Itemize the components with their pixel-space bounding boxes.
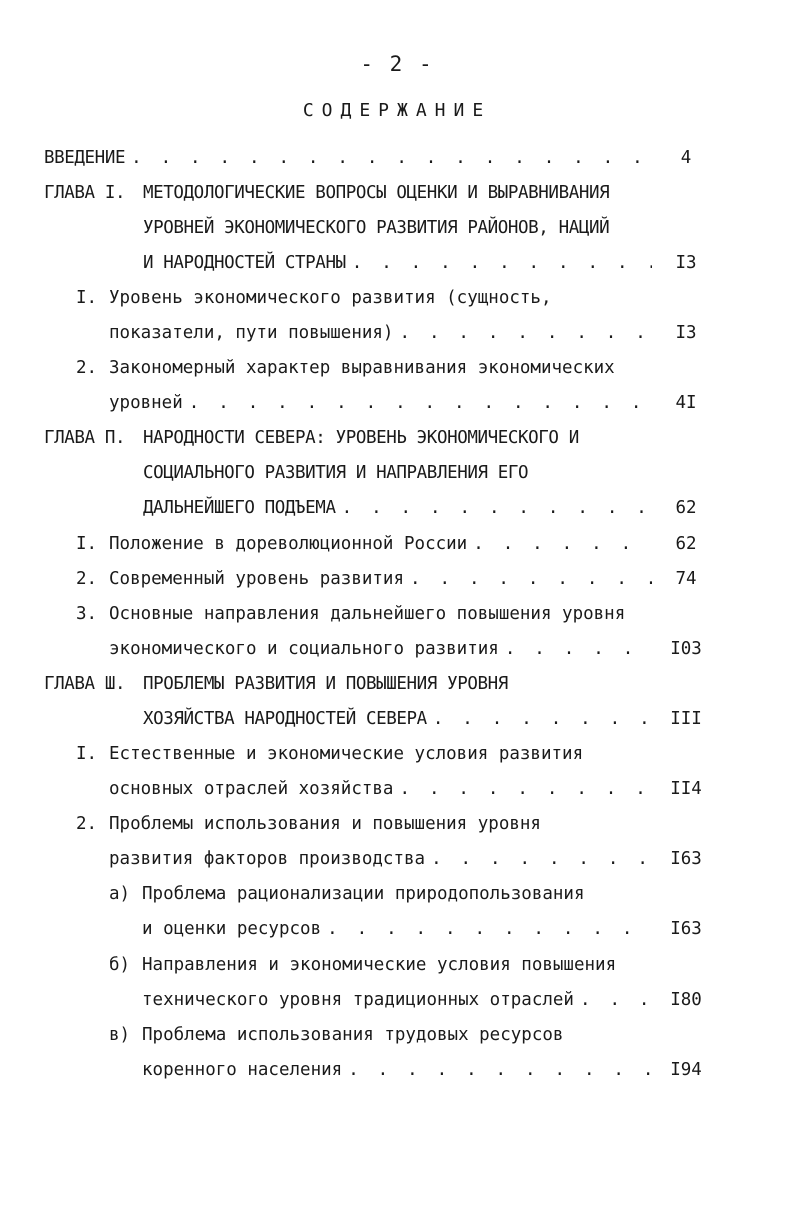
toc-chapter-1-line-3 — [143, 250, 654, 276]
page-number: - 2 - — [360, 52, 434, 76]
toc-section-1-2-line-2 — [109, 390, 654, 416]
toc-chapter-1-line-2 — [143, 215, 609, 241]
section-label: 2. — [76, 358, 98, 378]
entry-text: Основные направления дальнейшего повышения уровня — [109, 604, 626, 624]
toc-section-1-2 — [76, 355, 615, 381]
toc-section-1-1-line-2 — [109, 320, 654, 346]
toc-section-2-3-line-2 — [109, 636, 654, 662]
toc-subsection-a — [109, 881, 585, 907]
leader-dots — [131, 145, 652, 171]
chapter-label: ГЛАВА П. — [44, 428, 126, 448]
leader-dots — [505, 636, 652, 662]
entry-text: Проблемы использования и повышения уровня — [109, 814, 541, 834]
entry-page: 74 — [675, 569, 697, 589]
toc-entry-introduction — [44, 145, 654, 171]
entry-text: ВВЕДЕНИЕ — [44, 148, 126, 168]
section-label: I. — [76, 534, 98, 554]
page-title: СОДЕРЖАНИЕ — [302, 100, 492, 121]
entry-page: I94 — [670, 1060, 702, 1080]
leader-dots — [399, 320, 652, 346]
entry-text: НАРОДНОСТИ СЕВЕРА: УРОВЕНЬ ЭКОНОМИЧЕСКОГО И — [143, 428, 579, 448]
toc-chapter-3-line-2 — [143, 706, 654, 732]
entry-text: уровней — [109, 393, 183, 413]
entry-text: Естественные и экономические условия развития — [109, 744, 584, 764]
toc-chapter-2 — [44, 425, 579, 451]
leader-dots — [580, 987, 652, 1013]
toc-section-3-1-line-2 — [109, 776, 654, 802]
leader-dots — [348, 1057, 652, 1083]
toc-section-2-2 — [76, 566, 654, 592]
chapter-label: ГЛАВА I. — [44, 183, 126, 203]
subsection-label: в) — [109, 1025, 131, 1045]
entry-text: Закономерный характер выравнивания экономических — [109, 358, 615, 378]
toc-subsection-b — [109, 952, 616, 978]
toc-subsection-b-line-2 — [142, 987, 654, 1013]
leader-dots — [399, 776, 652, 802]
toc-subsection-c — [109, 1022, 563, 1048]
section-label: I. — [76, 744, 98, 764]
leader-dots — [410, 566, 652, 592]
subsection-label: б) — [109, 955, 131, 975]
entry-page: 4 — [680, 148, 692, 168]
entry-page: II4 — [670, 779, 702, 799]
entry-text: Положение в дореволюционной России — [109, 534, 468, 554]
toc-chapter-2-line-2 — [143, 460, 528, 486]
entry-text: ХОЗЯЙСТВА НАРОДНОСТЕЙ СЕВЕРА — [143, 709, 427, 729]
entry-text: Направления и экономические условия повышения — [142, 955, 617, 975]
entry-page: I3 — [675, 323, 697, 343]
section-label: 2. — [76, 569, 98, 589]
entry-text: технического уровня традиционных отраслей — [142, 990, 574, 1010]
entry-text: коренного населения — [142, 1060, 343, 1080]
toc-section-3-1 — [76, 741, 583, 767]
entry-text: показатели, пути повышения) — [109, 323, 394, 343]
subsection-label: а) — [109, 884, 131, 904]
toc-subsection-c-line-2 — [142, 1057, 654, 1083]
leader-dots — [342, 495, 652, 521]
entry-page: 62 — [675, 498, 697, 518]
entry-text: Уровень экономического развития (сущность, — [109, 288, 552, 308]
entry-text: Современный уровень развития — [109, 569, 405, 589]
entry-text: ПРОБЛЕМЫ РАЗВИТИЯ И ПОВЫШЕНИЯ УРОВНЯ — [143, 674, 508, 694]
leader-dots — [433, 706, 652, 732]
entry-text: И НАРОДНОСТЕЙ СТРАНЫ — [143, 253, 346, 273]
toc-section-1-1 — [76, 285, 552, 311]
leader-dots — [352, 250, 652, 276]
leader-dots — [431, 846, 652, 872]
entry-text: МЕТОДОЛОГИЧЕСКИЕ ВОПРОСЫ ОЦЕНКИ И ВЫРАВНИВАНИЯ — [143, 183, 610, 203]
toc-section-3-2-line-2 — [109, 846, 654, 872]
entry-text: основных отраслей хозяйства — [109, 779, 394, 799]
toc-chapter-2-line-3 — [143, 495, 654, 521]
toc-subsection-a-line-2 — [142, 916, 654, 942]
entry-page: I03 — [670, 639, 702, 659]
entry-page: I63 — [670, 849, 702, 869]
entry-text: Проблема использования трудовых ресурсов — [142, 1025, 564, 1045]
entry-page: I80 — [670, 990, 702, 1010]
chapter-label: ГЛАВА Ш. — [44, 674, 126, 694]
entry-page: I3 — [675, 253, 697, 273]
entry-text: развития факторов производства — [109, 849, 426, 869]
toc-chapter-1 — [44, 180, 609, 206]
section-label: I. — [76, 288, 98, 308]
toc-chapter-3 — [44, 671, 508, 697]
entry-page: III — [670, 709, 702, 729]
entry-text: УРОВНЕЙ ЭКОНОМИЧЕСКОГО РАЗВИТИЯ РАЙОНОВ, НАЦИЙ — [143, 218, 610, 238]
section-label: 2. — [76, 814, 98, 834]
leader-dots — [473, 531, 652, 557]
leader-dots — [189, 390, 652, 416]
entry-text: экономического и социального развития — [109, 639, 499, 659]
entry-text: и оценки ресурсов — [142, 919, 322, 939]
toc-section-3-2 — [76, 811, 541, 837]
entry-page: 4I — [675, 393, 697, 413]
entry-page: I63 — [670, 919, 702, 939]
entry-page: 62 — [675, 534, 697, 554]
section-label: 3. — [76, 604, 98, 624]
entry-text: СОЦИАЛЬНОГО РАЗВИТИЯ И НАПРАВЛЕНИЯ ЕГО — [143, 463, 529, 483]
entry-text: ДАЛЬНЕЙШЕГО ПОДЪЕМА — [143, 498, 336, 518]
leader-dots — [327, 916, 652, 942]
entry-text: Проблема рационализации природопользования — [142, 884, 585, 904]
toc-section-2-3 — [76, 601, 625, 627]
toc-section-2-1 — [76, 531, 654, 557]
